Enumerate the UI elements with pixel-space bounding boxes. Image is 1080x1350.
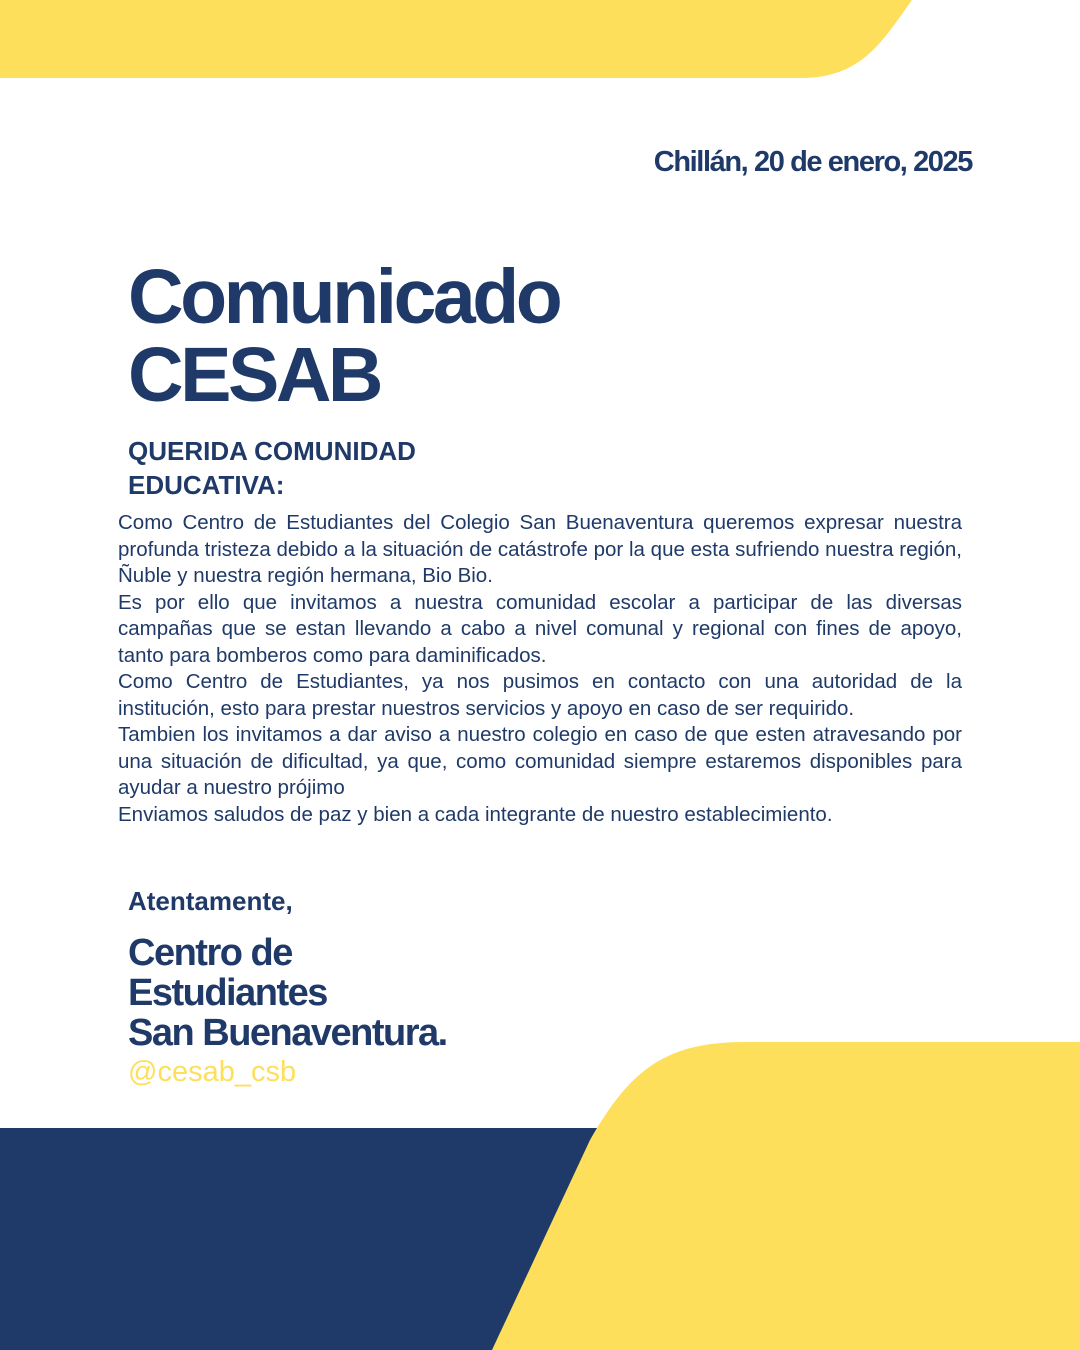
paragraph-2: Es por ello que invitamos a nuestra comunidad escolar a participar de las diversas campañas que se estan llevando a cabo a nivel comunal y regional con fines de apoyo, tanto para bomberos como para daminificados. <box>118 590 962 667</box>
top-yellow-banner <box>0 0 912 78</box>
signature-line-3: San Buenaventura. <box>128 1012 447 1054</box>
letter-body <box>118 510 962 828</box>
title-line-2: CESAB <box>128 332 381 418</box>
closing: Atentamente, <box>128 886 293 916</box>
paragraph-5: Enviamos saludos de paz y bien a cada integrante de nuestro establecimiento. <box>118 802 833 826</box>
signature-line-1: Centro de <box>128 932 292 974</box>
bottom-yellow-shape <box>492 1042 1080 1350</box>
page-title <box>128 254 560 418</box>
greeting: QUERIDA COMUNIDAD EDUCATIVA: <box>128 436 416 500</box>
signature <box>128 933 447 1053</box>
paragraph-4: Tambien los invitamos a dar aviso a nuestro colegio en caso de que esten atravesando por una situación de dificultad, ya que, como comunidad siempre estaremos disponibles para ayudar a nuestro prójimo <box>118 723 962 799</box>
letter-date: Chillán, 20 de enero, 2025 <box>653 146 972 178</box>
signature-line-2: Estudiantes <box>128 972 327 1014</box>
paragraph-1: Como Centro de Estudiantes del Colegio San Buenaventura queremos expresar nuestra profunda tristeza debido a la situación de catástrofe por la que esta sufriendo nuestra región, Ñuble y nuestra región hermana, Bio Bio. <box>118 511 962 587</box>
social-handle: @cesab_csb <box>128 1056 297 1088</box>
title-line-1: Comunicado <box>128 254 560 340</box>
paragraph-3: Como Centro de Estudiantes, ya nos pusimos en contacto con una autoridad de la institución, esto para prestar nuestros servicios y apoyo en caso de ser requirido. <box>118 670 962 720</box>
